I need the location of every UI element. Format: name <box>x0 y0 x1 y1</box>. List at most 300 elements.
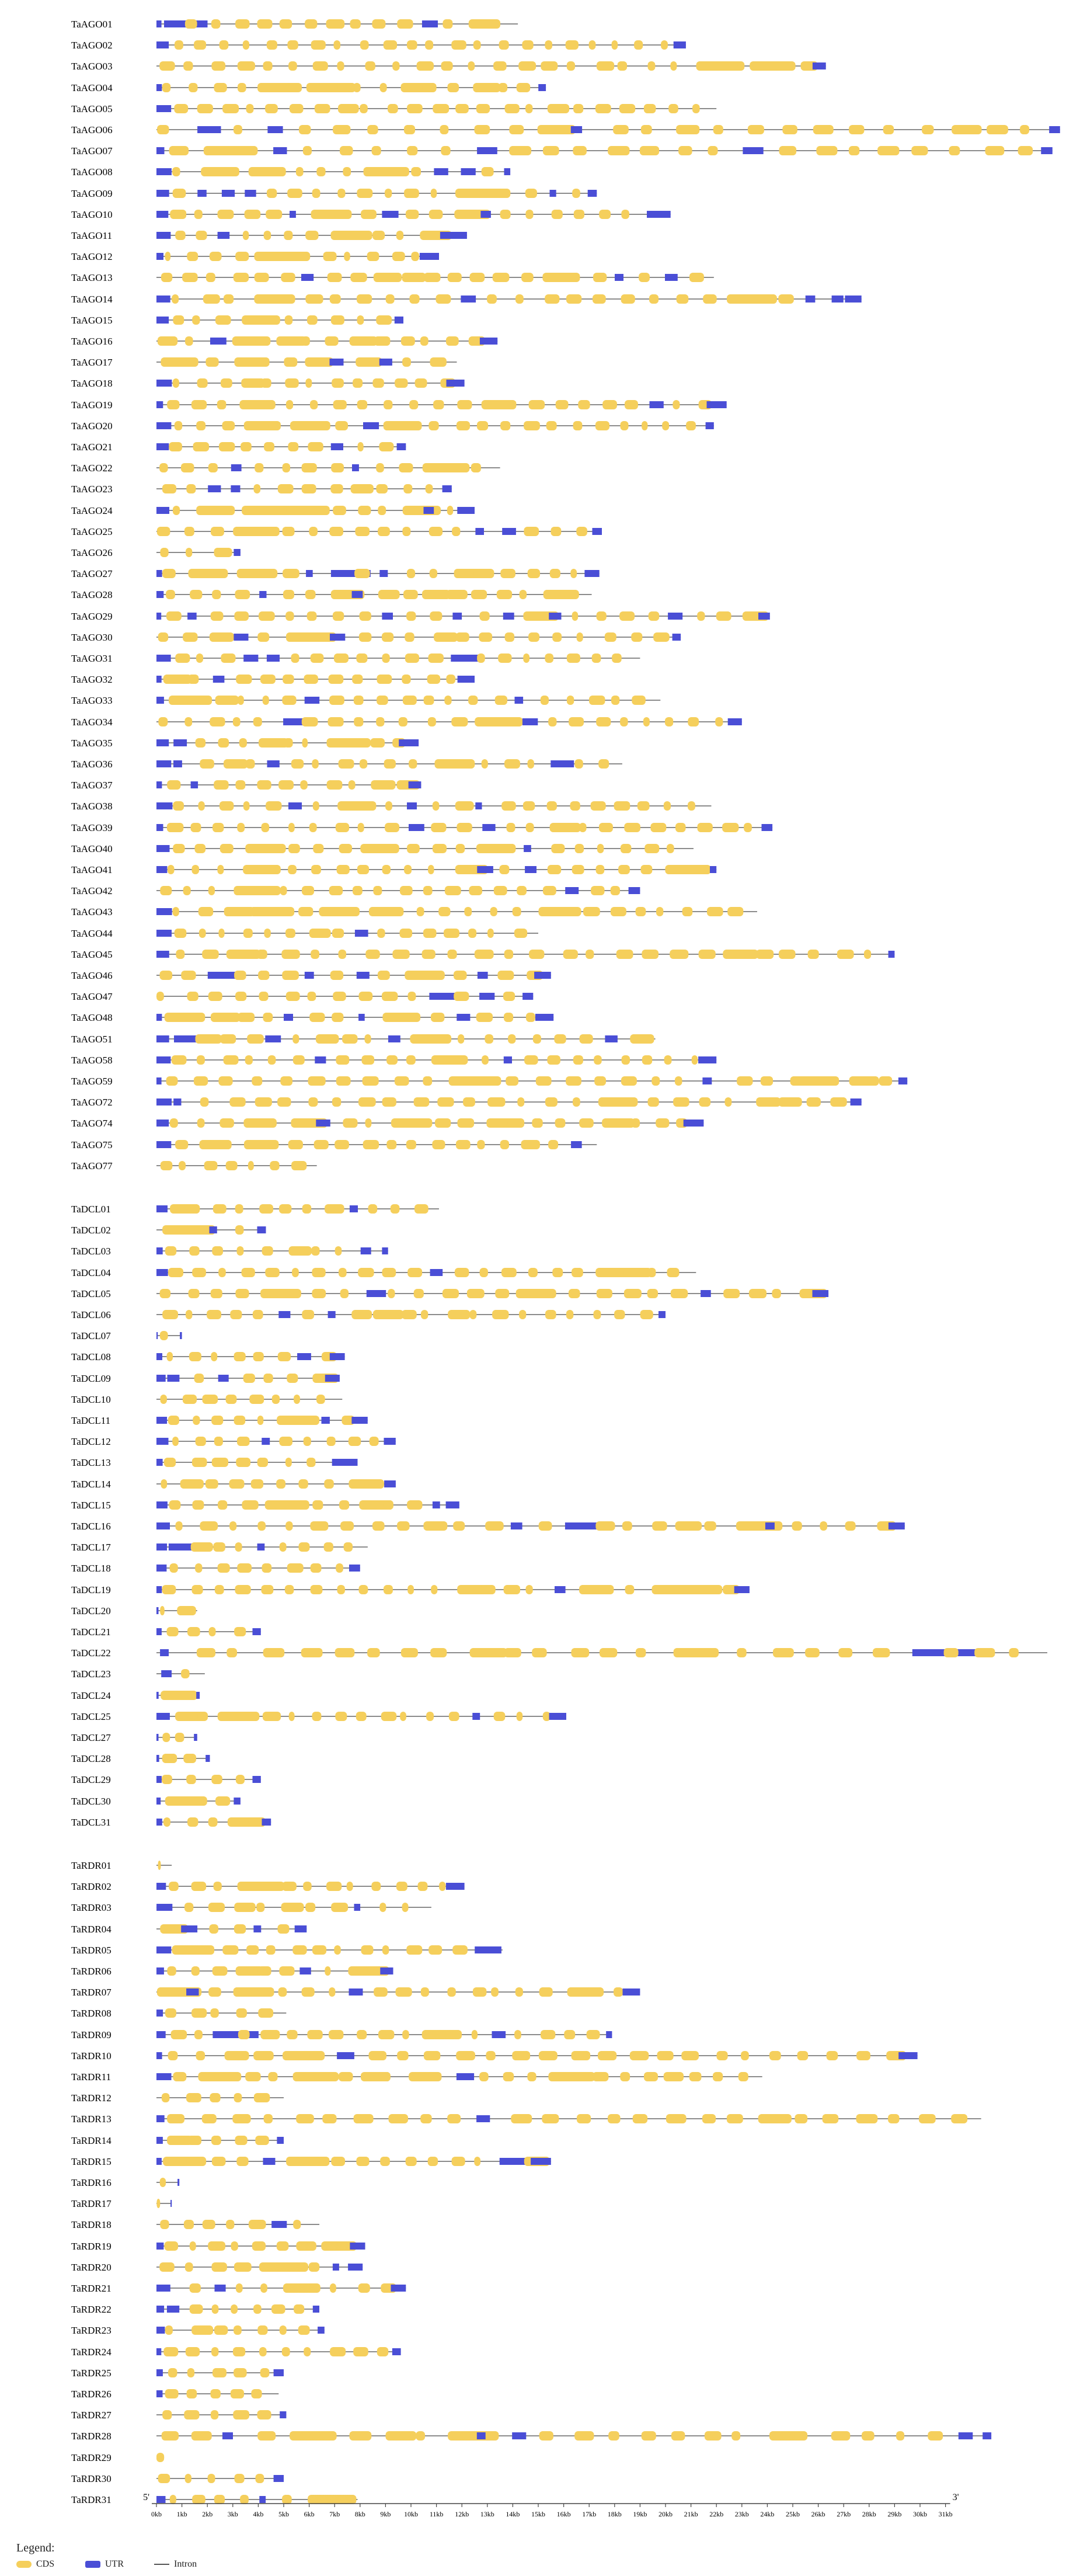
cds-exon <box>385 189 392 198</box>
cds-exon <box>234 125 242 134</box>
cds-exon <box>257 780 271 790</box>
cds-exon <box>373 886 382 895</box>
cds-exon <box>167 1627 179 1636</box>
cds-exon <box>509 146 531 155</box>
gene-row <box>71 928 538 939</box>
cds-exon <box>598 759 609 769</box>
cds-exon <box>414 1204 428 1214</box>
utr-segment <box>348 2264 363 2271</box>
cds-exon <box>379 1903 386 1912</box>
gene-row <box>71 1139 597 1150</box>
utr-segment <box>477 147 497 154</box>
cds-exon <box>447 463 454 472</box>
gene-row <box>71 2156 551 2167</box>
cds-exon <box>361 1945 374 1955</box>
cds-exon <box>330 294 341 304</box>
gene-name: TaRDR11 <box>71 2071 112 2083</box>
cds-exon <box>191 1882 207 1891</box>
cds-exon <box>621 210 629 219</box>
cds-exon <box>605 632 616 642</box>
cds-exon <box>539 2051 558 2060</box>
cds-exon <box>265 104 278 113</box>
cds-exon <box>325 336 339 346</box>
cds-exon <box>541 696 549 705</box>
cds-exon <box>372 378 384 388</box>
utr-segment <box>363 422 379 429</box>
cds-exon <box>424 2051 440 2060</box>
cds-exon <box>288 823 295 832</box>
cds-exon <box>287 506 330 515</box>
cds-exon <box>487 294 497 304</box>
cds-exon <box>214 548 232 557</box>
utr-segment <box>349 1565 360 1572</box>
cds-exon <box>367 1966 374 1976</box>
cds-exon <box>301 336 310 346</box>
cds-exon <box>184 2220 194 2229</box>
gene-row <box>71 1966 393 1977</box>
utr-segment <box>349 1989 363 1996</box>
legend <box>16 2542 262 2572</box>
cds-exon <box>343 1118 357 1128</box>
cds-exon <box>351 738 360 748</box>
cds-exon <box>165 1796 207 1806</box>
utr-segment <box>845 296 861 303</box>
cds-exon <box>242 1712 257 1721</box>
cds-exon <box>212 1458 228 1467</box>
cds-exon <box>214 1882 222 1891</box>
cds-exon <box>430 1648 447 1657</box>
cds-exon <box>435 759 475 769</box>
utr-segment <box>379 570 388 577</box>
cds-exon <box>265 1268 280 1277</box>
cds-exon <box>381 1712 396 1721</box>
cds-exon <box>162 484 176 493</box>
utr-segment <box>156 84 162 91</box>
utr-segment <box>350 1205 358 1212</box>
cds-exon <box>370 738 385 748</box>
cds-exon <box>187 992 198 1001</box>
gene-row <box>71 1711 566 1722</box>
cds-exon <box>877 146 899 155</box>
cds-exon <box>262 400 276 409</box>
cds-exon <box>490 907 497 916</box>
cds-exon <box>477 421 488 430</box>
gene-name: TaAGO51 <box>71 1034 113 1045</box>
cds-exon <box>234 2093 242 2102</box>
cds-exon <box>272 1395 280 1404</box>
cds-exon <box>640 1310 653 1319</box>
gene-row <box>71 40 686 51</box>
gene-row <box>71 1330 182 1341</box>
cds-exon <box>211 2136 221 2145</box>
utr-segment <box>409 781 421 788</box>
utr-segment <box>170 2200 172 2207</box>
cds-exon <box>952 125 981 134</box>
utr-segment <box>392 2348 401 2355</box>
utr-segment <box>352 591 363 598</box>
cds-exon <box>306 2283 318 2293</box>
utr-segment <box>446 1501 459 1508</box>
cds-exon <box>385 801 392 811</box>
cds-exon <box>299 125 311 134</box>
cds-exon <box>567 696 574 705</box>
cds-exon <box>231 2389 244 2398</box>
cds-exon <box>705 2431 722 2441</box>
cds-exon <box>173 907 179 916</box>
utr-segment <box>156 613 161 620</box>
gene-row <box>71 103 716 114</box>
cds-exon <box>192 315 200 325</box>
cds-exon <box>160 1331 168 1340</box>
gene-row <box>71 230 467 241</box>
cds-exon <box>192 2495 205 2504</box>
cds-exon <box>682 907 693 916</box>
cds-exon <box>515 1987 523 1997</box>
axis-tick-label: 7kb <box>329 2510 340 2518</box>
cds-exon <box>259 2262 308 2272</box>
cds-exon <box>949 146 960 155</box>
utr-segment <box>156 2052 162 2059</box>
cds-exon <box>422 590 450 599</box>
gene-name: TaRDR06 <box>71 1966 112 1977</box>
cds-exon <box>608 146 629 155</box>
cds-exon <box>494 886 507 895</box>
cds-exon <box>519 1310 526 1319</box>
axis-tick-label: 20kb <box>659 2510 673 2518</box>
cds-exon <box>236 1775 245 1784</box>
cds-exon <box>648 61 656 71</box>
utr-segment <box>382 613 393 620</box>
cds-exon <box>640 146 659 155</box>
cds-exon <box>816 146 837 155</box>
gene-name: TaRDR13 <box>71 2113 112 2125</box>
utr-segment <box>156 296 170 303</box>
utr-segment <box>167 2306 179 2313</box>
cds-exon <box>386 1140 396 1149</box>
cds-exon <box>407 146 417 155</box>
utr-segment <box>652 211 671 218</box>
cds-exon <box>278 780 294 790</box>
utr-segment <box>813 1290 829 1297</box>
cds-exon <box>795 2114 807 2123</box>
cds-exon <box>302 1204 312 1214</box>
cds-exon <box>293 2220 301 2229</box>
utr-segment <box>210 1226 217 1233</box>
utr-segment <box>684 1120 704 1127</box>
axis-tick-label: 21kb <box>684 2510 698 2518</box>
cds-exon <box>293 1055 305 1065</box>
cds-exon <box>172 1437 179 1446</box>
cds-exon <box>175 40 183 50</box>
cds-exon <box>533 1034 541 1044</box>
cds-exon <box>301 1648 323 1657</box>
gene-row <box>71 2113 981 2125</box>
cds-exon <box>305 357 333 367</box>
utr-segment <box>197 190 207 197</box>
utr-segment <box>475 1946 501 1953</box>
cds-exon <box>181 1669 190 1678</box>
legend-cds <box>16 2559 54 2570</box>
gene-row <box>71 1055 716 1066</box>
cds-exon <box>365 950 379 959</box>
cds-exon <box>406 611 416 621</box>
cds-exon <box>197 1712 203 1721</box>
axis-tick-label: 8kb <box>354 2510 365 2518</box>
cds-exon <box>676 125 699 134</box>
axis-5prime-label: 5' <box>143 2492 149 2502</box>
cds-exon <box>354 717 363 726</box>
axis-tick-label: 15kb <box>531 2510 545 2518</box>
cds-exon <box>234 2262 252 2272</box>
cds-exon <box>227 950 261 959</box>
cds-exon <box>974 1648 995 1657</box>
cds-exon <box>168 2368 177 2377</box>
gene-row <box>71 1647 1047 1659</box>
cds-exon <box>280 19 292 29</box>
cds-exon <box>258 971 269 980</box>
cds-exon <box>368 1479 381 1489</box>
cds-exon <box>211 611 224 621</box>
cds-exon <box>451 717 468 726</box>
cds-exon <box>417 61 434 71</box>
cds-exon <box>280 1076 292 1086</box>
cds-exon <box>187 252 198 261</box>
utr-segment <box>156 380 172 387</box>
cds-exon <box>707 907 723 916</box>
cds-exon <box>376 717 384 726</box>
utr-segment <box>361 1247 371 1254</box>
gene-name: TaAGO77 <box>71 1160 113 1171</box>
cds-exon <box>447 1987 455 1997</box>
utr-segment <box>555 1586 566 1593</box>
cds-exon <box>469 886 482 895</box>
cds-exon <box>384 1585 393 1594</box>
cds-exon <box>504 1585 520 1594</box>
cds-exon <box>211 2389 221 2398</box>
cds-exon <box>291 759 304 769</box>
cds-exon <box>218 1076 232 1086</box>
cds-exon <box>382 653 390 663</box>
utr-segment <box>898 2052 917 2059</box>
cds-exon <box>308 442 323 451</box>
cds-exon <box>430 569 437 578</box>
utr-segment <box>384 1438 396 1445</box>
cds-exon <box>664 801 671 811</box>
utr-segment <box>397 443 406 450</box>
cds-exon <box>198 2072 242 2081</box>
cds-exon <box>314 1140 329 1149</box>
cds-exon <box>241 442 252 451</box>
cds-exon <box>620 717 628 726</box>
cds-exon <box>183 1395 197 1404</box>
gene-row <box>71 294 862 305</box>
cds-exon <box>190 2241 196 2251</box>
cds-exon <box>227 1648 237 1657</box>
cds-exon <box>185 19 197 29</box>
cds-exon <box>849 125 864 134</box>
utr-segment <box>156 1586 162 1593</box>
cds-exon <box>360 611 371 621</box>
cds-exon <box>665 865 710 874</box>
cds-exon <box>567 61 575 71</box>
gene-row <box>71 1690 200 1701</box>
cds-exon <box>431 2072 442 2081</box>
utr-segment <box>525 866 536 873</box>
cds-exon <box>406 1945 422 1955</box>
cds-exon <box>563 950 578 959</box>
cds-exon <box>247 1034 264 1044</box>
cds-exon <box>173 801 184 811</box>
cds-exon <box>191 1966 200 1976</box>
gene-row <box>71 611 770 622</box>
cds-exon <box>599 823 613 832</box>
cds-exon <box>192 865 200 874</box>
utr-segment <box>156 1014 162 1021</box>
cds-exon <box>309 823 317 832</box>
cds-exon <box>411 167 421 176</box>
cds-exon <box>196 1034 222 1044</box>
cds-exon <box>602 1118 635 1128</box>
cds-exon <box>353 378 363 388</box>
cds-exon <box>194 210 203 219</box>
cds-exon <box>186 357 198 367</box>
utr-segment <box>177 2179 179 2186</box>
utr-segment <box>213 676 225 683</box>
cds-exon <box>335 421 348 430</box>
cds-exon <box>175 1733 184 1742</box>
cds-exon <box>633 2114 647 2123</box>
cds-exon <box>207 1310 221 1319</box>
cds-exon <box>259 992 269 1001</box>
cds-exon <box>552 210 563 219</box>
cds-exon <box>234 2368 247 2377</box>
gene-name: TaAGO28 <box>71 589 113 600</box>
cds-exon <box>529 950 544 959</box>
utr-segment <box>504 168 511 175</box>
utr-segment <box>197 126 221 133</box>
cds-exon <box>191 696 205 705</box>
cds-exon <box>354 569 370 578</box>
cds-exon <box>661 40 668 50</box>
cds-exon <box>254 2093 270 2102</box>
cds-exon <box>312 1268 325 1277</box>
cds-exon <box>372 19 385 29</box>
cds-exon <box>505 104 520 113</box>
cds-exon <box>278 484 294 493</box>
cds-exon <box>722 823 738 832</box>
cds-exon <box>195 844 206 853</box>
cds-exon <box>347 1882 353 1891</box>
cds-exon <box>233 2410 249 2419</box>
cds-exon <box>427 675 441 684</box>
cds-exon <box>240 2495 249 2504</box>
cds-exon <box>391 1204 400 1214</box>
cds-exon <box>647 1268 656 1277</box>
gene-name: TaDCL06 <box>71 1309 111 1320</box>
utr-segment <box>173 760 182 767</box>
cds-exon <box>282 696 296 705</box>
cds-exon <box>425 40 433 50</box>
gene-row <box>71 1479 396 1490</box>
cds-exon <box>591 801 606 811</box>
cds-exon <box>257 19 273 29</box>
cds-exon <box>172 167 180 176</box>
gene-row <box>71 2241 365 2252</box>
cds-exon <box>329 527 343 536</box>
cds-exon <box>260 315 270 325</box>
cds-exon <box>586 950 594 959</box>
cds-exon <box>242 1268 255 1277</box>
gene-row <box>71 2177 179 2188</box>
cds-exon <box>257 2325 267 2335</box>
cds-exon <box>807 1097 821 1107</box>
cds-exon <box>330 83 337 92</box>
cds-exon <box>376 315 392 325</box>
cds-exon <box>550 823 581 832</box>
cds-exon <box>552 632 562 642</box>
cds-exon <box>499 717 506 726</box>
cds-exon <box>430 357 447 367</box>
cds-exon <box>214 2325 228 2335</box>
cds-exon <box>756 950 774 959</box>
cds-exon <box>186 1310 192 1319</box>
cds-exon <box>675 1076 682 1086</box>
utr-segment <box>234 634 248 641</box>
gene-row <box>71 1945 503 1956</box>
cds-exon <box>642 950 659 959</box>
cds-exon <box>573 1055 583 1065</box>
cds-exon <box>334 653 349 663</box>
cds-exon <box>210 632 234 642</box>
cds-exon <box>285 611 294 621</box>
cds-exon <box>608 2114 621 2123</box>
cds-exon <box>197 378 208 388</box>
cds-exon <box>653 632 670 642</box>
cds-exon <box>417 907 424 916</box>
cds-exon <box>235 1542 242 1552</box>
cds-exon <box>407 104 423 113</box>
utr-segment <box>522 718 538 725</box>
gene-row <box>71 399 727 411</box>
cds-exon <box>612 40 618 50</box>
utr-segment <box>156 211 168 218</box>
cds-exon <box>303 146 312 155</box>
cds-exon <box>327 738 371 748</box>
cds-exon <box>259 357 265 367</box>
cds-exon <box>288 442 298 451</box>
utr-segment <box>173 1098 181 1106</box>
cds-exon <box>212 1246 223 1256</box>
cds-exon <box>213 1204 227 1214</box>
utr-segment <box>889 1522 905 1529</box>
utr-segment <box>502 528 516 535</box>
cds-exon <box>497 590 512 599</box>
cds-exon <box>436 294 451 304</box>
cds-exon <box>339 759 354 769</box>
cds-exon <box>156 992 164 1001</box>
cds-exon <box>257 2410 271 2419</box>
cds-exon <box>212 1966 228 1976</box>
gene-name: TaRDR25 <box>71 2368 112 2379</box>
cds-exon <box>625 400 638 409</box>
cds-exon <box>547 1055 560 1065</box>
utr-segment <box>156 1628 162 1635</box>
cds-exon <box>548 865 561 874</box>
cds-exon <box>220 1034 236 1044</box>
utr-segment <box>180 1332 182 1339</box>
cds-exon <box>214 83 227 92</box>
cds-exon <box>360 40 369 50</box>
